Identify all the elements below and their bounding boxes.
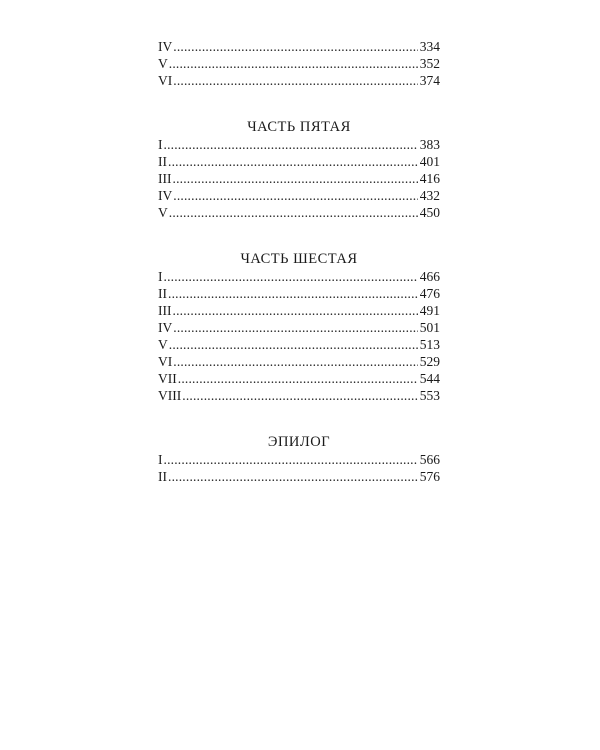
toc-entry [158, 319, 440, 336]
dot-leader [173, 72, 418, 89]
chapter-number: V [158, 56, 168, 71]
chapter-number: II [158, 469, 167, 484]
chapter-number: II [158, 286, 167, 301]
toc-entry [158, 55, 440, 72]
chapter-number: IV [158, 320, 173, 335]
page-number: 416 [419, 171, 440, 186]
page-number: 491 [419, 303, 440, 318]
page-number: 383 [419, 137, 440, 152]
page-number: 374 [419, 73, 440, 88]
toc-entry [158, 204, 440, 221]
dot-leader [173, 302, 418, 319]
table-of-contents [158, 38, 440, 485]
chapter-number: III [158, 171, 172, 186]
page-number: 513 [419, 337, 440, 352]
dot-leader [164, 136, 418, 153]
chapter-number: VI [158, 354, 173, 369]
toc-entry [158, 370, 440, 387]
toc-entry [158, 72, 440, 89]
chapter-number: V [158, 205, 168, 220]
dot-leader [173, 187, 418, 204]
dot-leader [164, 451, 418, 468]
page-number: 553 [419, 388, 440, 403]
chapter-number: IV [158, 188, 173, 203]
dot-leader [169, 204, 418, 221]
toc-entry [158, 387, 440, 404]
dot-leader [164, 268, 418, 285]
page-number: 466 [419, 269, 440, 284]
toc-entry [158, 468, 440, 485]
dot-leader [169, 336, 418, 353]
page-number: 476 [419, 286, 440, 301]
toc-entry [158, 170, 440, 187]
toc-entry [158, 285, 440, 302]
page-number: 576 [419, 469, 440, 484]
epilogue-section [158, 434, 440, 485]
dot-leader [168, 285, 418, 302]
toc-entry [158, 336, 440, 353]
chapter-number: VIII [158, 388, 182, 403]
page-number: 334 [419, 39, 440, 54]
page-number: 432 [419, 188, 440, 203]
part-heading: ЧАСТЬ ШЕСТАЯ [240, 251, 358, 267]
toc-entry [158, 451, 440, 468]
page-number: 544 [419, 371, 440, 386]
chapter-number: I [158, 269, 163, 284]
chapter-number: VI [158, 73, 173, 88]
dot-leader [168, 153, 418, 170]
dot-leader [173, 38, 418, 55]
dot-leader [169, 55, 418, 72]
toc-entry [158, 268, 440, 285]
chapter-number: III [158, 303, 172, 318]
chapter-number: I [158, 137, 163, 152]
page-number: 450 [419, 205, 440, 220]
dot-leader [173, 353, 418, 370]
toc-entry [158, 136, 440, 153]
chapter-number: II [158, 154, 167, 169]
page-number: 352 [419, 56, 440, 71]
part-five-section [158, 119, 440, 221]
chapter-number: VII [158, 371, 177, 386]
dot-leader [173, 319, 418, 336]
toc-entry [158, 353, 440, 370]
part-heading: ЧАСТЬ ПЯТАЯ [247, 119, 351, 135]
chapter-number: I [158, 452, 163, 467]
page-number: 401 [419, 154, 440, 169]
page-number: 529 [419, 354, 440, 369]
toc-entry [158, 38, 440, 55]
chapter-number: V [158, 337, 168, 352]
page-number: 566 [419, 452, 440, 467]
page-number: 501 [419, 320, 440, 335]
chapter-number: IV [158, 39, 173, 54]
continued-section [158, 38, 440, 89]
dot-leader [182, 387, 418, 404]
dot-leader [173, 170, 418, 187]
dot-leader [168, 468, 418, 485]
part-six-section [158, 251, 440, 404]
toc-entry [158, 187, 440, 204]
part-heading: ЭПИЛОГ [267, 434, 331, 450]
dot-leader [178, 370, 418, 387]
toc-entry [158, 302, 440, 319]
toc-entry [158, 153, 440, 170]
